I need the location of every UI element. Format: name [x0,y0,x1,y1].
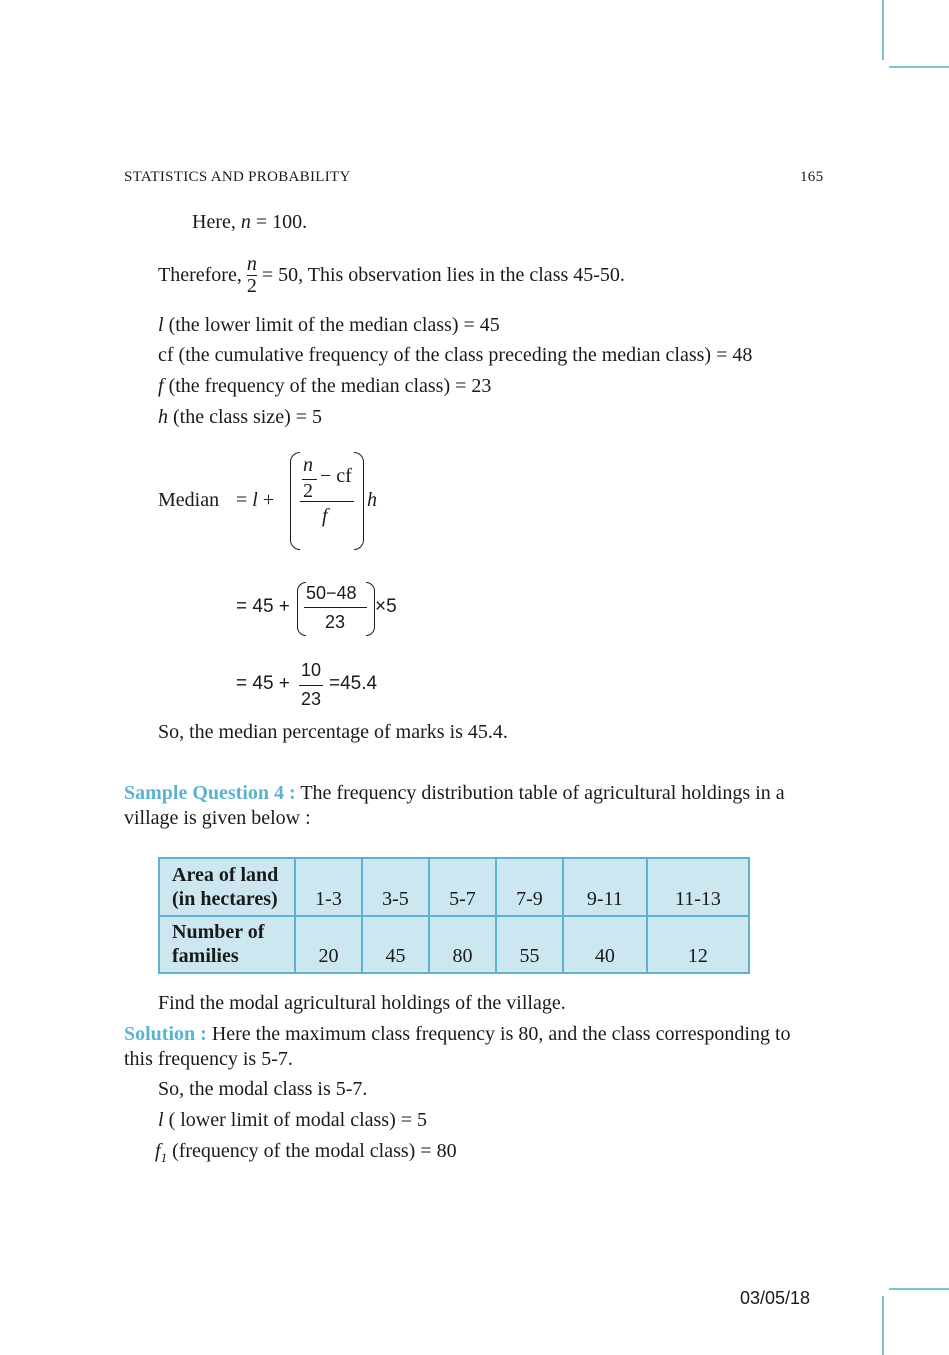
table-cell: 9-11 [563,858,647,916]
table-cell: 5-7 [429,858,496,916]
table-cell: 55 [496,916,563,974]
row-header-area: Area of land (in hectares) [159,858,295,916]
denominator-f: f [322,505,328,527]
median-conclusion: So, the median percentage of marks is 45.4. [158,721,508,743]
therefore-line: Therefore, $\frac{n}{2}$ = 50, This observation lies in the class 45-50. [158,253,625,297]
solution-line2: this frequency is 5-7. [124,1048,293,1070]
page-number: 165 [800,169,824,185]
table-cell: 7-9 [496,858,563,916]
table-row [159,858,749,916]
sample-question-line2: village is given below : [124,807,311,829]
modal-class-line: So, the modal class is 5-7. [158,1078,368,1100]
step2-left-paren [297,582,306,636]
table-cell: 11-13 [647,858,749,916]
median-label: Median [158,489,220,511]
n-over-2-fraction: $\frac{n}{2}$ [246,253,257,297]
crop-mark-top-horizontal [889,66,949,68]
formula-h: h [367,489,377,511]
solution-line1: Solution : Here the maximum class frequency is 80, and the class corresponding to [124,1023,791,1045]
median-eq-l: = l + [236,489,275,511]
class-size-line: h (the class size) = 5 [158,406,323,428]
crop-mark-top-vertical [882,0,884,60]
table-cell: 80 [429,916,496,974]
cf-line: cf (the cumulative frequency of the class preceding the median class) = 48 [158,344,753,366]
step2-numerator: 50−48 [306,583,357,603]
crop-mark-bottom-horizontal [889,1288,949,1290]
table-cell: 3-5 [362,858,429,916]
inner-n: n [303,454,313,476]
main-fraction-bar [300,501,354,502]
step3-prefix: = 45 + [236,673,290,694]
table-cell: 20 [295,916,362,974]
step2-right-paren [366,582,375,636]
solution-label: Solution : [124,1023,207,1045]
step2-prefix: = 45 + [236,596,290,617]
table-cell: 40 [563,916,647,974]
lower-limit-line: l (the lower limit of the median class) = 45 [158,314,500,336]
step3-fraction-bar [299,685,323,686]
frequency-table [158,857,750,974]
table-cell: 1-3 [295,858,362,916]
table-row [159,916,749,974]
crop-mark-bottom-vertical [882,1296,884,1355]
row-header-families: Number of families [159,916,295,974]
table-cell: 12 [647,916,749,974]
step3-denominator: 23 [301,689,322,709]
step3-numerator: 10 [301,660,322,680]
inner-2: 2 [303,480,313,502]
modal-frequency-line: $f_1$ (frequency of the modal class) = 80 [155,1140,457,1165]
step2-denominator: 23 [325,612,346,632]
modal-lower-limit-line: l ( lower limit of modal class) = 5 [158,1109,428,1131]
inner-minus-cf: − cf [320,465,352,487]
frequency-line: f (the frequency of the median class) = 23 [158,375,492,397]
formula-left-paren [290,452,300,550]
footer-date: 03/05/18 [740,1288,811,1308]
find-instruction: Find the modal agricultural holdings of the village. [158,992,566,1014]
step3-suffix: =45.4 [329,673,378,694]
running-title: STATISTICS AND PROBABILITY [124,169,351,185]
formula-right-paren [354,452,364,550]
here-line: Here, n = 100. [192,211,308,233]
sample-question-line1: Sample Question 4 : The frequency distribution table of agricultural holdings in a [124,782,785,804]
step2-fraction-bar [304,607,367,608]
step2-suffix: ×5 [375,596,397,617]
sample-question-label: Sample Question 4 : [124,782,296,804]
table-cell: 45 [362,916,429,974]
